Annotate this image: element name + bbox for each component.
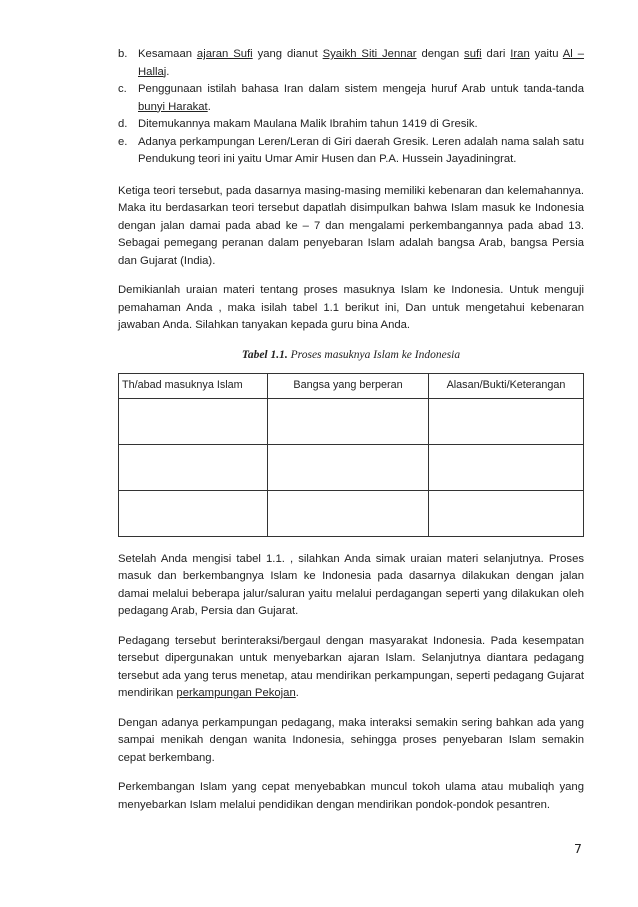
- list-marker: e.: [118, 135, 128, 148]
- column-header-nation: Bangsa yang berperan: [268, 373, 429, 398]
- column-header-year: Th/abad masuknya Islam: [119, 373, 268, 398]
- list-text: .: [166, 65, 170, 78]
- paragraph-pesantren: Perkembangan Islam yang cepat menyebabkan muncul tokoh ulama atau mubaliqh yang menyebarkan Islam melalui pendidikan dengan mendirikan pondok-pondok pesantren.: [118, 781, 584, 811]
- theory-evidence-list: [118, 46, 584, 169]
- list-item-b: [118, 46, 584, 81]
- list-text: yang dianut: [252, 48, 323, 60]
- paragraph-text: Pedagang tersebut berinteraksi/bergaul dengan masyarakat Indonesia. Pada kesempatan tersebut dipergunakan untuk menyebarkan ajaran Islam. Selanjutnya diantara pedagang tersebut ada yang terus menetap, atau mendirikan perkampungan, seperti pedagang Gujarat mendirikan: [118, 634, 584, 699]
- underlined-term: sufi: [464, 48, 482, 60]
- list-marker: b.: [118, 48, 128, 60]
- paragraph-conclusion: Ketiga teori tersebut, pada dasarnya masing-masing memiliki kebenaran dan kelemahannya. Maka itu berdasarkan teori tersebut dapatlah disimpulkan bahwa Islam masuk ke Indonesia dengan jalan damai pada abad ke – 7 dan mengalami perkembangannya pada abad 13. Sebagai pemegang peranan dalam penyebaran Islam adalah bangsa Arab, bangsa Persia dan Gujarat (India).: [118, 184, 584, 267]
- table-cell[interactable]: [268, 490, 429, 536]
- paragraph-instruction: Demikianlah uraian materi tentang proses masuknya Islam ke Indonesia. Untuk menguji pemahaman Anda , maka isilah tabel 1.1 berikut ini, Dan untuk mengetahui kebenaran jawaban Anda. Silahkan tanyakan kepada guru bina Anda.: [118, 284, 584, 331]
- table-cell[interactable]: [429, 490, 584, 536]
- list-item-c: [118, 81, 584, 116]
- paragraph-text: .: [295, 687, 299, 699]
- table-cell[interactable]: [119, 490, 268, 536]
- paragraph-traders: [118, 633, 584, 703]
- exercise-table: [118, 373, 584, 537]
- list-marker: c.: [118, 83, 127, 95]
- list-text: Ditemukannya makam Maulana Malik Ibrahim tahun 1419 di Gresik.: [138, 118, 478, 130]
- list-marker: d.: [118, 118, 128, 130]
- list-text: .: [207, 100, 211, 113]
- table-cell[interactable]: [119, 444, 268, 490]
- underlined-term: perkampungan Pekojan: [176, 687, 296, 699]
- paragraph-trade-routes: Setelah Anda mengisi tabel 1.1. , silahkan Anda simak uraian materi selanjutnya. Proses masuk dan berkembangnya Islam ke Indonesia pada dasarnya dilakukan dengan jalan damai melalui beberapa jalur/saluran yaitu melalui perdagangan seperti yang dilakukan oleh pedagang Arab, Persia dan Gujarat.: [118, 552, 584, 617]
- table-cell[interactable]: [429, 444, 584, 490]
- page-number: 7: [574, 841, 582, 856]
- table-header-row: [119, 373, 584, 398]
- underlined-term: Al – Hallaj: [138, 48, 584, 78]
- underlined-term: Syaikh Siti Jennar: [322, 48, 417, 60]
- list-text: yaitu: [529, 48, 563, 60]
- table-cell[interactable]: [268, 444, 429, 490]
- paragraph-settlements: Dengan adanya perkampungan pedagang, maka interaksi semakin sering bahkan ada yang sampai menikah dengan wanita Indonesia, sehingga proses penyebaran Islam semakin cepat berkembang.: [118, 716, 584, 764]
- table-cell[interactable]: [429, 398, 584, 444]
- list-text: Adanya perkampungan Leren/Leran di Giri daerah Gresik. Leren adalah nama salah satu Pendukung teori ini yaitu Umar Amir Husen dan P.A. Hussein Jayadiningrat.: [138, 135, 584, 165]
- table-caption-text: Proses masuknya Islam ke Indonesia: [287, 348, 461, 361]
- list-item-d: [118, 116, 584, 134]
- list-text: dari: [481, 48, 511, 60]
- table-caption: [118, 347, 584, 363]
- table-cell[interactable]: [119, 398, 268, 444]
- table-row: [119, 398, 584, 444]
- list-text: Kesamaan: [138, 48, 197, 60]
- table-row: [119, 490, 584, 536]
- column-header-reason: Alasan/Bukti/Keterangan: [429, 373, 584, 398]
- table-row: [119, 444, 584, 490]
- underlined-term: ajaran Sufi: [196, 48, 253, 60]
- list-text: Penggunaan istilah bahasa Iran dalam sistem mengeja huruf Arab untuk tanda-tanda: [138, 83, 584, 95]
- table-cell[interactable]: [268, 398, 429, 444]
- list-text: dengan: [416, 48, 465, 60]
- page-content: [118, 46, 584, 814]
- list-item-e: [118, 134, 584, 169]
- table-caption-label: Tabel 1.1.: [241, 348, 288, 361]
- underlined-term: Iran: [510, 48, 530, 60]
- underlined-term: bunyi Harakat: [138, 100, 208, 113]
